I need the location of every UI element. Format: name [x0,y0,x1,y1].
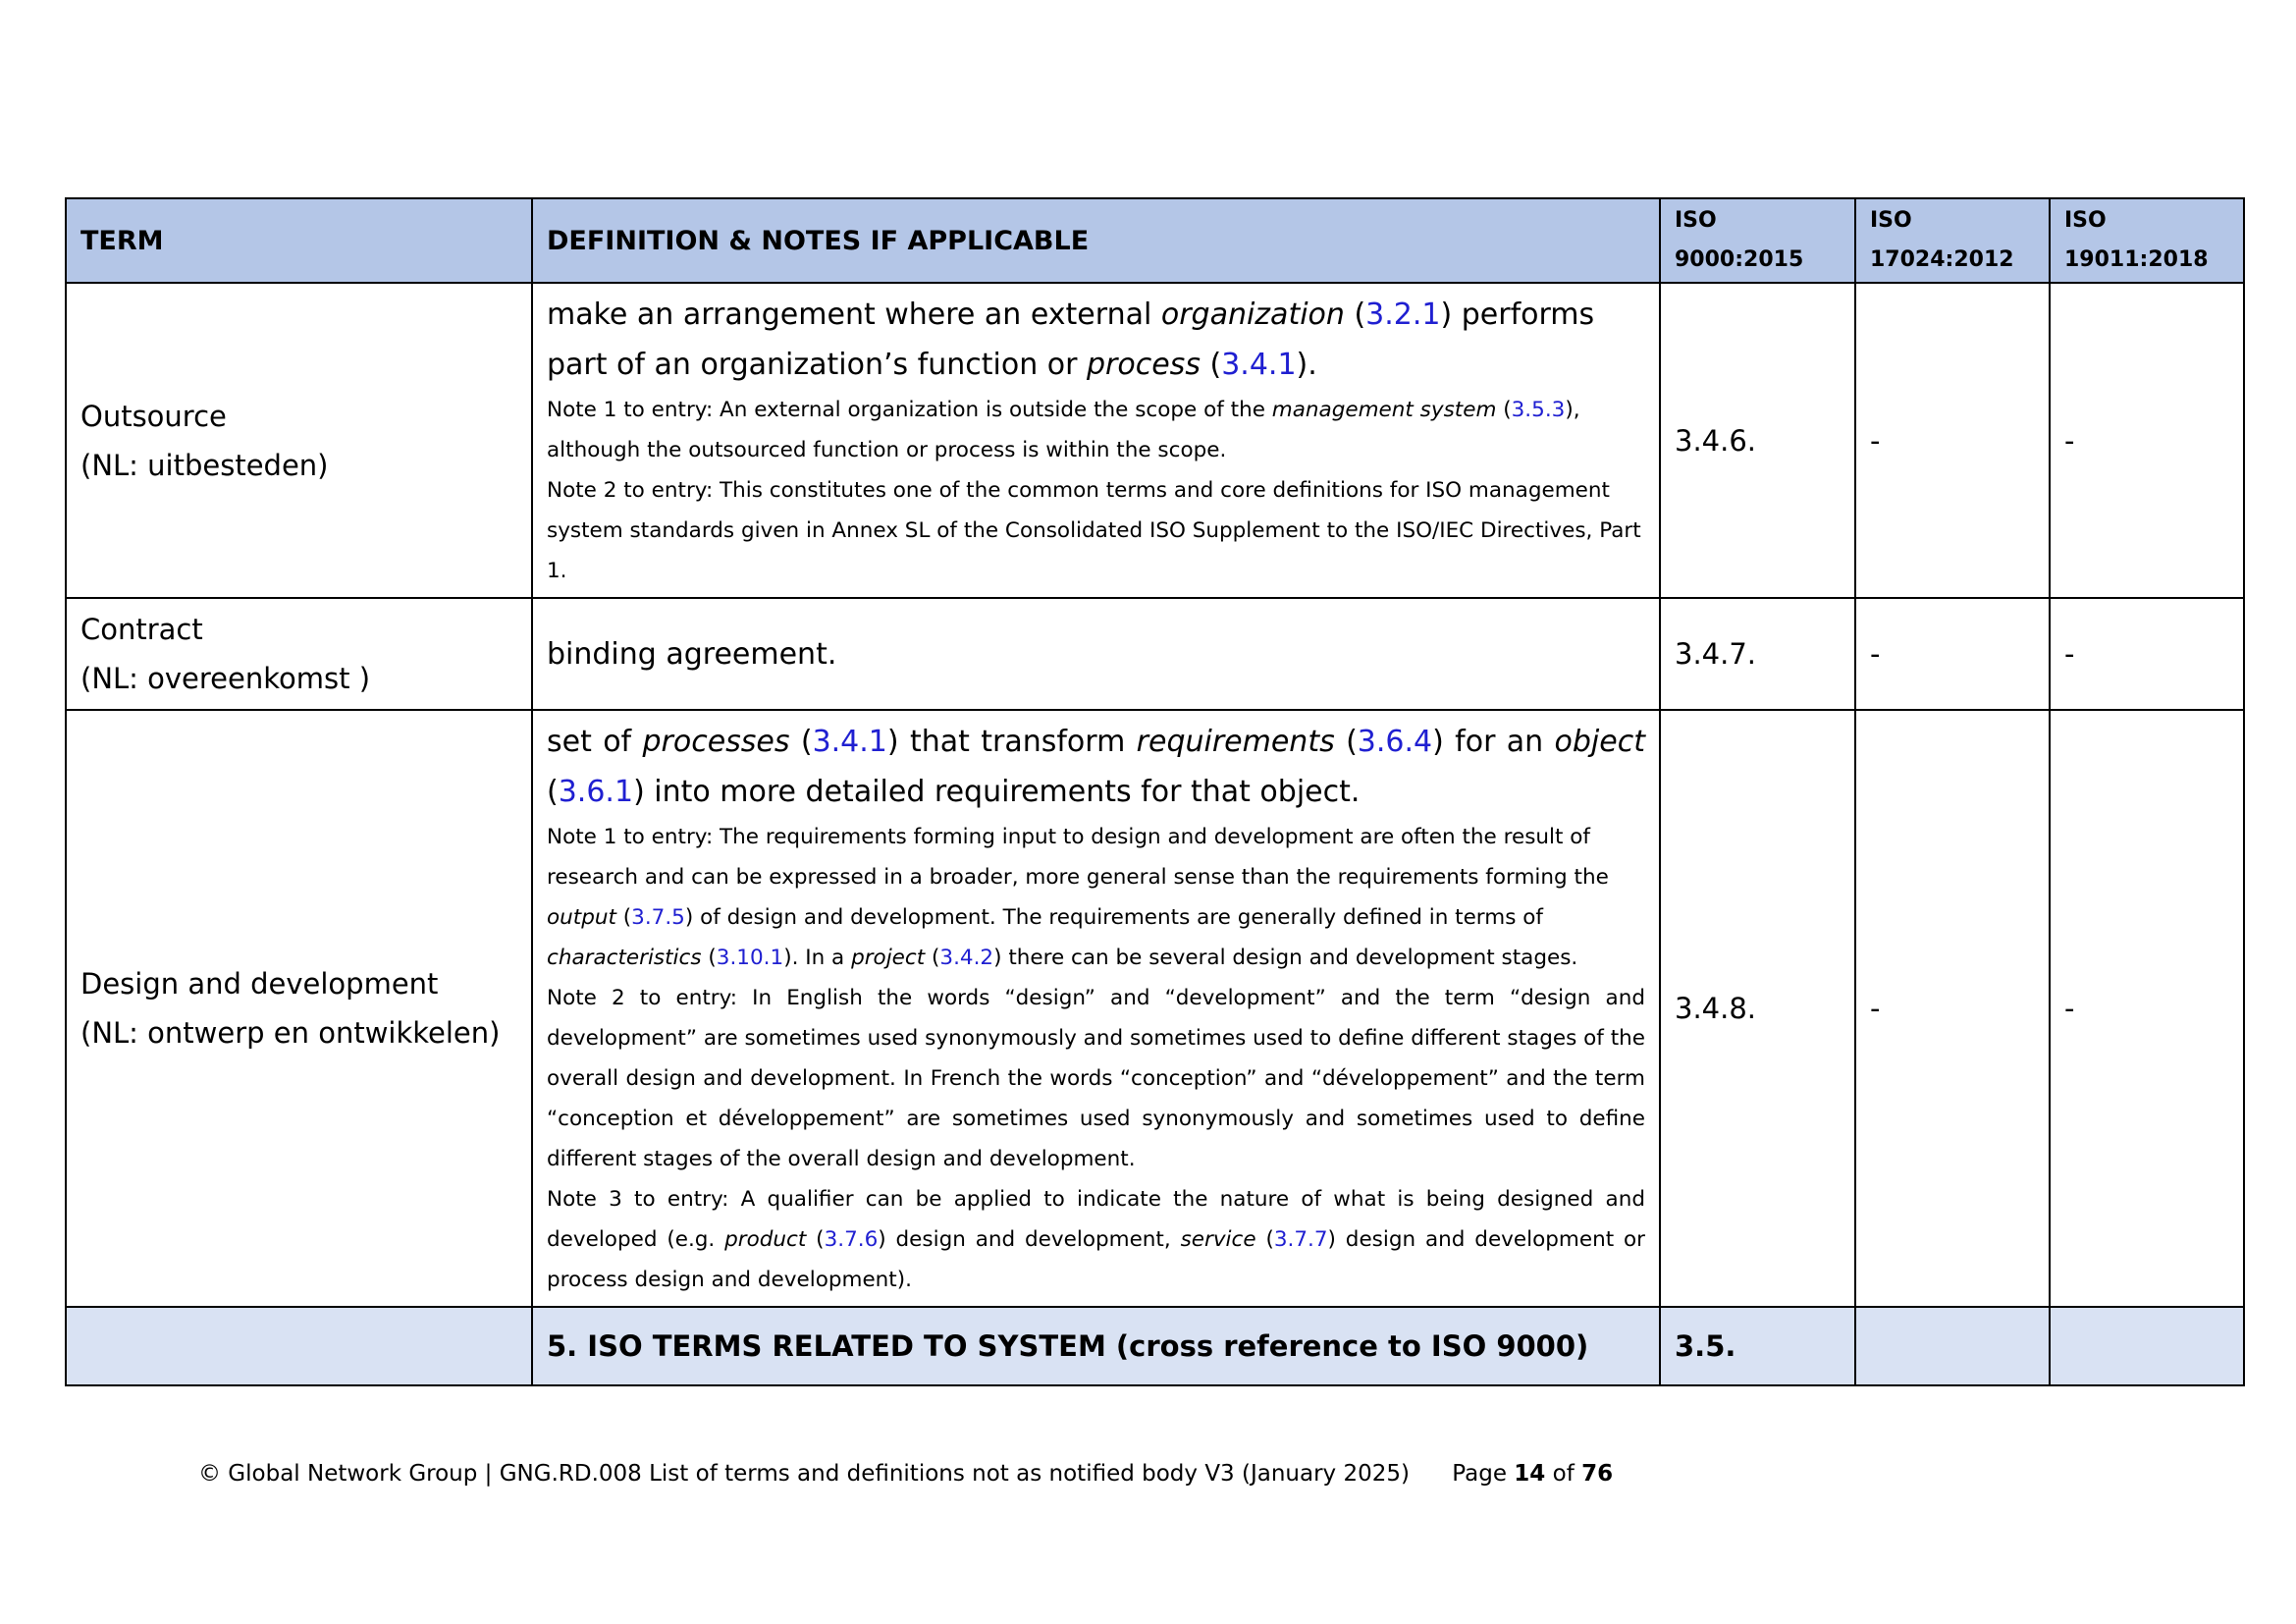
xref-link[interactable]: 3.10.1 [716,946,784,970]
iso17024-ref: - [1855,283,2050,598]
term-cell [66,710,532,1307]
page-number: Page 14 of 76 [1452,1461,1614,1487]
term-name: Outsource [80,399,227,433]
header-iso19011 [2050,198,2244,283]
definition-cell [532,598,1660,710]
iso17024-ref: - [1855,710,2050,1307]
note-2: Note 2 to entry: In English the words “design” and “development” and the term “design and development” are sometimes used synonymously and sometimes used to define different stages of the overall design and development. In French the words “conception” and “développement” and the term “conception et développement” are sometimes used synonymously and sometimes used to define different stages of the overall design and development. [547,986,1645,1171]
definition-cell [532,710,1660,1307]
header-iso9000-a: ISO [1675,208,1717,233]
xref-link[interactable]: 3.7.5 [631,905,685,930]
header-iso9000-b: 9000:2015 [1675,247,1804,272]
xref-link[interactable]: 3.6.4 [1357,725,1433,759]
definition-text: set of processes (3.4.1) that transform requirements (3.6.4) for an object (3.6.1) into more detailed requirements for that object. [547,725,1645,809]
term-name: Contract [80,613,203,646]
iso19011-ref: - [2050,598,2244,710]
header-iso17024 [1855,198,2050,283]
note-1: Note 1 to entry: The requirements forming input to design and development are often the result of research and can be expressed in a broader, more general sense than the requirements forming the output (3.7.5) of design and development. The requirements are generally defined in terms of characteristics (3.10.1). In a project (3.4.2) there can be several design and development stages. [547,825,1609,970]
section-iso17024-ref [1855,1307,2050,1385]
terms-table [65,197,2245,1386]
note-2: Note 2 to entry: This constitutes one of the common terms and core definitions for ISO management system standards given in Annex SL of the Consolidated ISO Supplement to the ISO/IEC Directives, Part 1. [547,478,1641,583]
note-1: Note 1 to entry: An external organization is outside the scope of the management system (3.5.3), although the outsourced function or process is within the scope. [547,398,1580,462]
section-term-cell [66,1307,532,1385]
iso19011-ref: - [2050,710,2244,1307]
table-row [66,598,2244,710]
xref-link[interactable]: 3.4.2 [939,946,994,970]
note-3: Note 3 to entry: A qualifier can be applied to indicate the nature of what is being designed and developed (e.g. product (3.7.6) design and development, service (3.7.7) design and development or process design and development). [547,1187,1645,1292]
xref-link[interactable]: 3.4.1 [812,725,887,759]
term-nl: (NL: ontwerp en ontwikkelen) [80,1016,501,1050]
header-iso19011-b: 19011:2018 [2064,247,2209,272]
definition-text: make an arrangement where an external organization (3.2.1) performs part of an organization’s function or process (3.4.1). [547,298,1595,382]
iso9000-ref: 3.4.7. [1660,598,1855,710]
table-row [66,283,2244,598]
xref-link[interactable]: 3.4.1 [1221,348,1297,382]
iso19011-ref: - [2050,283,2244,598]
term-cell [66,283,532,598]
section-iso9000-ref: 3.5. [1660,1307,1855,1385]
header-term: TERM [66,198,532,283]
term-name: Design and development [80,967,439,1001]
header-iso19011-a: ISO [2064,208,2107,233]
section-title: 5. ISO TERMS RELATED TO SYSTEM (cross reference to ISO 9000) [532,1307,1660,1385]
footer-text: © Global Network Group | GNG.RD.008 List of terms and definitions not as notified body V3 (January 2025) [198,1461,1410,1487]
table-row [66,710,2244,1307]
xref-link[interactable]: 3.7.6 [824,1227,879,1252]
definition-text: binding agreement. [547,636,837,672]
iso9000-ref: 3.4.8. [1660,710,1855,1307]
header-iso17024-a: ISO [1870,208,1912,233]
xref-link[interactable]: 3.5.3 [1511,398,1566,422]
header-definition: DEFINITION & NOTES IF APPLICABLE [532,198,1660,283]
iso9000-ref: 3.4.6. [1660,283,1855,598]
xref-link[interactable]: 3.6.1 [558,775,634,809]
definition-cell [532,283,1660,598]
page-footer [198,1461,1613,1487]
term-nl: (NL: overeenkomst ) [80,662,371,695]
section-row [66,1307,2244,1385]
header-iso17024-b: 17024:2012 [1870,247,2014,272]
xref-link[interactable]: 3.2.1 [1365,298,1441,332]
section-iso19011-ref [2050,1307,2244,1385]
xref-link[interactable]: 3.7.7 [1273,1227,1328,1252]
term-cell [66,598,532,710]
header-iso9000 [1660,198,1855,283]
table-header-row [66,198,2244,283]
term-nl: (NL: uitbesteden) [80,448,329,482]
iso17024-ref: - [1855,598,2050,710]
